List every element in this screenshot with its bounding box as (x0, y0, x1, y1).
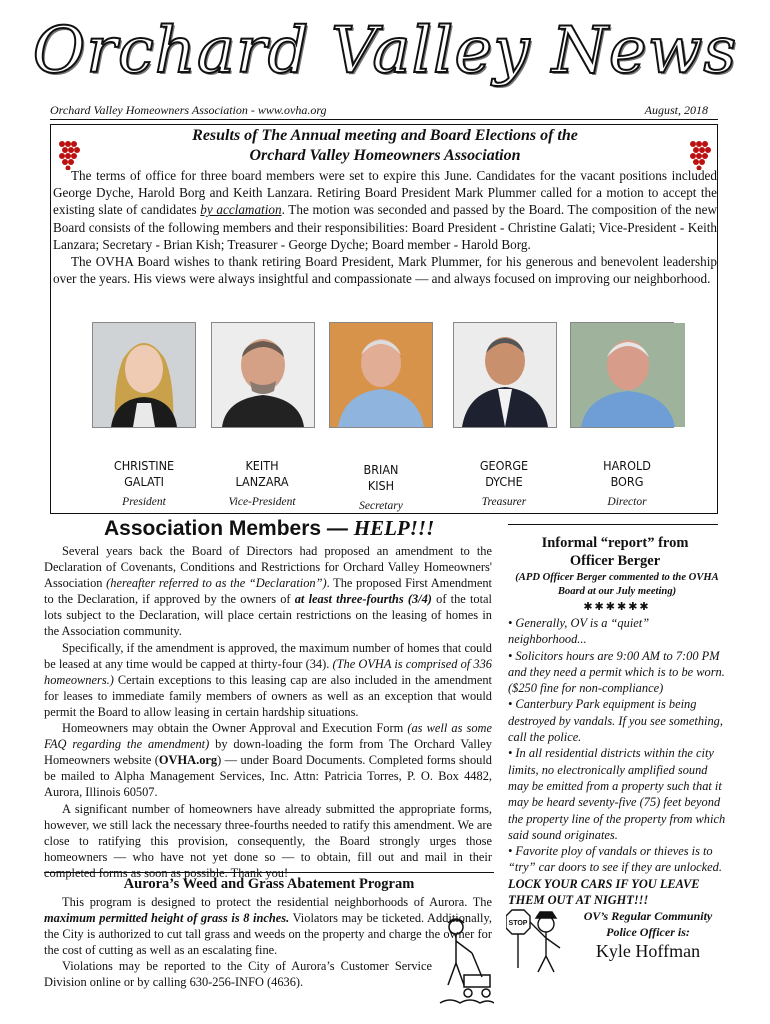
weeds-body (44, 894, 492, 991)
election-paragraph-2: The OVHA Board wishes to thank retiring Board President, Mark Plummer, for his generous and benevolent leadership over the years. His views were always insightful and compassionate — and always focused on improving our neighborhood. (53, 254, 717, 287)
officer-bullet-3: • Canterbury Park equipment is being destroyed by vandals. If you see something, call the police. (508, 697, 723, 745)
election-body (53, 167, 717, 287)
caption-christine-galati: CHRISTINE GALATI President (113, 458, 175, 508)
weeds-paragraph-1: This program is designed to protect the residential neighborhoods of Aurora. The maximum permitted height of grass is 8 inches. Violators may be ticketed. Additionally, the City is authorized to cut tall grass and weeds on the property and charge the owner for the cost of cutting as well as an escalating fine. (44, 895, 492, 958)
election-paragraph-1: The terms of office for three board members were set to expire this June. Candidates for the vacant positions included George Dyche, Harold Borg and Keith Lanzara. Retiring Board President Mark Plummer called for a motion to accept the existing slate of candidates by acclamation. The motion was seconded and passed by the Board. The composition of the new Board consists of the following members and their responsibilities: Board President - Christine Galati; Vice-President - Keith Lanzara; Secretary - Brian Kish; Treasurer - George Dyche; Board member - Harold Borg. (53, 168, 717, 252)
members-heading: Association Members — HELP!!! (104, 516, 435, 540)
police-officer-stop-icon (506, 908, 568, 974)
weeds-heading: Aurora’s Weed and Grass Abatement Program (123, 876, 415, 892)
community-officer-label: OV’s Regular Community Police Officer is: (583, 909, 713, 939)
caption-brian-kish: BRIAN KISH Secretary (359, 462, 403, 512)
election-heading (90, 126, 680, 166)
photo-harold-borg (570, 322, 674, 428)
officer-bullet-1: • Generally, OV is a “quiet” neighborhood... (508, 616, 650, 647)
members-paragraph-4: A significant number of homeowners have already submitted the appropriate forms, however, we still lack the necessary three-fourths needed to ratify this amendment. We are close to ratifying this provision, consequently, the Board strongly urges those homeowners — who have not yet done so — to obtain, fill out and mail in their completed forms as soon as possible. Thank you! (44, 801, 492, 880)
weeds-divider (44, 872, 494, 873)
election-heading-line2: Orchard Valley Homeowners Association (249, 147, 521, 164)
members-paragraph-3: Homeowners may obtain the Owner Approval and Execution Form (as well as some FAQ regarding the amendment) by down-loading the form from The Orchard Valley Homeowners website (OVHA.org) — under Board Documents. Completed forms should be mailed to Alpha Management Services, Inc. Attn: Patricia Torres, P. O. Box 4482, Aurora, Illinois 60507. (44, 721, 492, 800)
grape-logo-right-icon (688, 140, 712, 170)
officer-note: (APD Officer Berger commented to the OVHA Board at our July meeting) (515, 572, 719, 597)
photo-brian-kish (329, 322, 433, 428)
community-officer-name: Kyle Hoffman (595, 941, 701, 961)
caption-keith-lanzara: KEITH LANZARA Vice-President (228, 458, 296, 508)
officer-heading: Informal “report” from Officer Berger (541, 535, 689, 569)
caption-george-dyche: GEORGE DYCHE Treasurer (479, 458, 529, 508)
officer-bullets (508, 615, 726, 908)
officer-stars: ✱✱✱✱✱✱ (583, 601, 651, 613)
officer-bullet-5: • Favorite ploy of vandals or thieves is to “try” car doors to see if they are unlocked. LOCK YOUR CARS IF YOU LEAVE THEM OUT AT NIGHT!!! (508, 844, 722, 908)
members-paragraph-2: Specifically, if the amendment is approved, the maximum number of homes that could be leased at any time would be capped at thirty-four (34). (The OVHA is comprised of 336 homeowners.) Certain exceptions to this leasing cap are also included in the amendment for leases to immediate family members of owners as well as an exception that would permit the Board to allow leasing in certain hardship situations. (44, 640, 492, 719)
header-divider (50, 119, 718, 120)
members-paragraph-1: Several years back the Board of Directors had proposed an amendment to the Declaration of Covenants, Conditions and Restrictions for Orchard Valley Homeowners' Association (hereafter referred to as the “Declaration”). The proposed First Amendment to the Declaration, if approved by the owners of at least three-fourths (3/4) of the total lots subject to the Declaration, will place certain restrictions on the leasing of homes in the Association community. (44, 544, 492, 639)
issue-date: August, 2018 (644, 103, 708, 117)
caption-harold-borg: HAROLD BORG Director (603, 458, 651, 508)
members-body (44, 543, 492, 881)
weeds-paragraph-2: Violations may be reported to the City of Aurora’s Customer Service Division online or by calling 630-256-INFO (4636). (44, 959, 432, 990)
lock-cars-warning: LOCK YOUR CARS IF YOU LEAVE THEM OUT AT NIGHT!!! (508, 876, 700, 908)
acclamation-term: by acclamation (200, 202, 282, 218)
election-heading-line1: Results of The Annual meeting and Board Elections of the (192, 127, 578, 144)
association-subtitle: Orchard Valley Homeowners Association - www.ovha.org (50, 103, 327, 117)
officer-divider (508, 524, 718, 525)
officer-bullet-4: • In all residential districts within the city limits, no electronically amplified sound may be emitted from a property such that it may be heard seventy-five (75) feet beyond the property line of the property from which said sound originates. (508, 746, 726, 842)
lawnmower-man-icon (438, 915, 494, 1007)
officer-bullet-2: • Solicitors hours are 9:00 AM to 7:00 PM and they need a permit which is to be worn. ($250 fine for non-compliance) (508, 648, 725, 696)
photo-christine-galati (92, 322, 196, 428)
grape-logo-left-icon (57, 140, 81, 170)
masthead-title: Orchard Valley News (32, 14, 738, 88)
stop-sign-label: STOP (508, 920, 528, 927)
photo-keith-lanzara (211, 322, 315, 428)
photo-george-dyche (453, 322, 557, 428)
